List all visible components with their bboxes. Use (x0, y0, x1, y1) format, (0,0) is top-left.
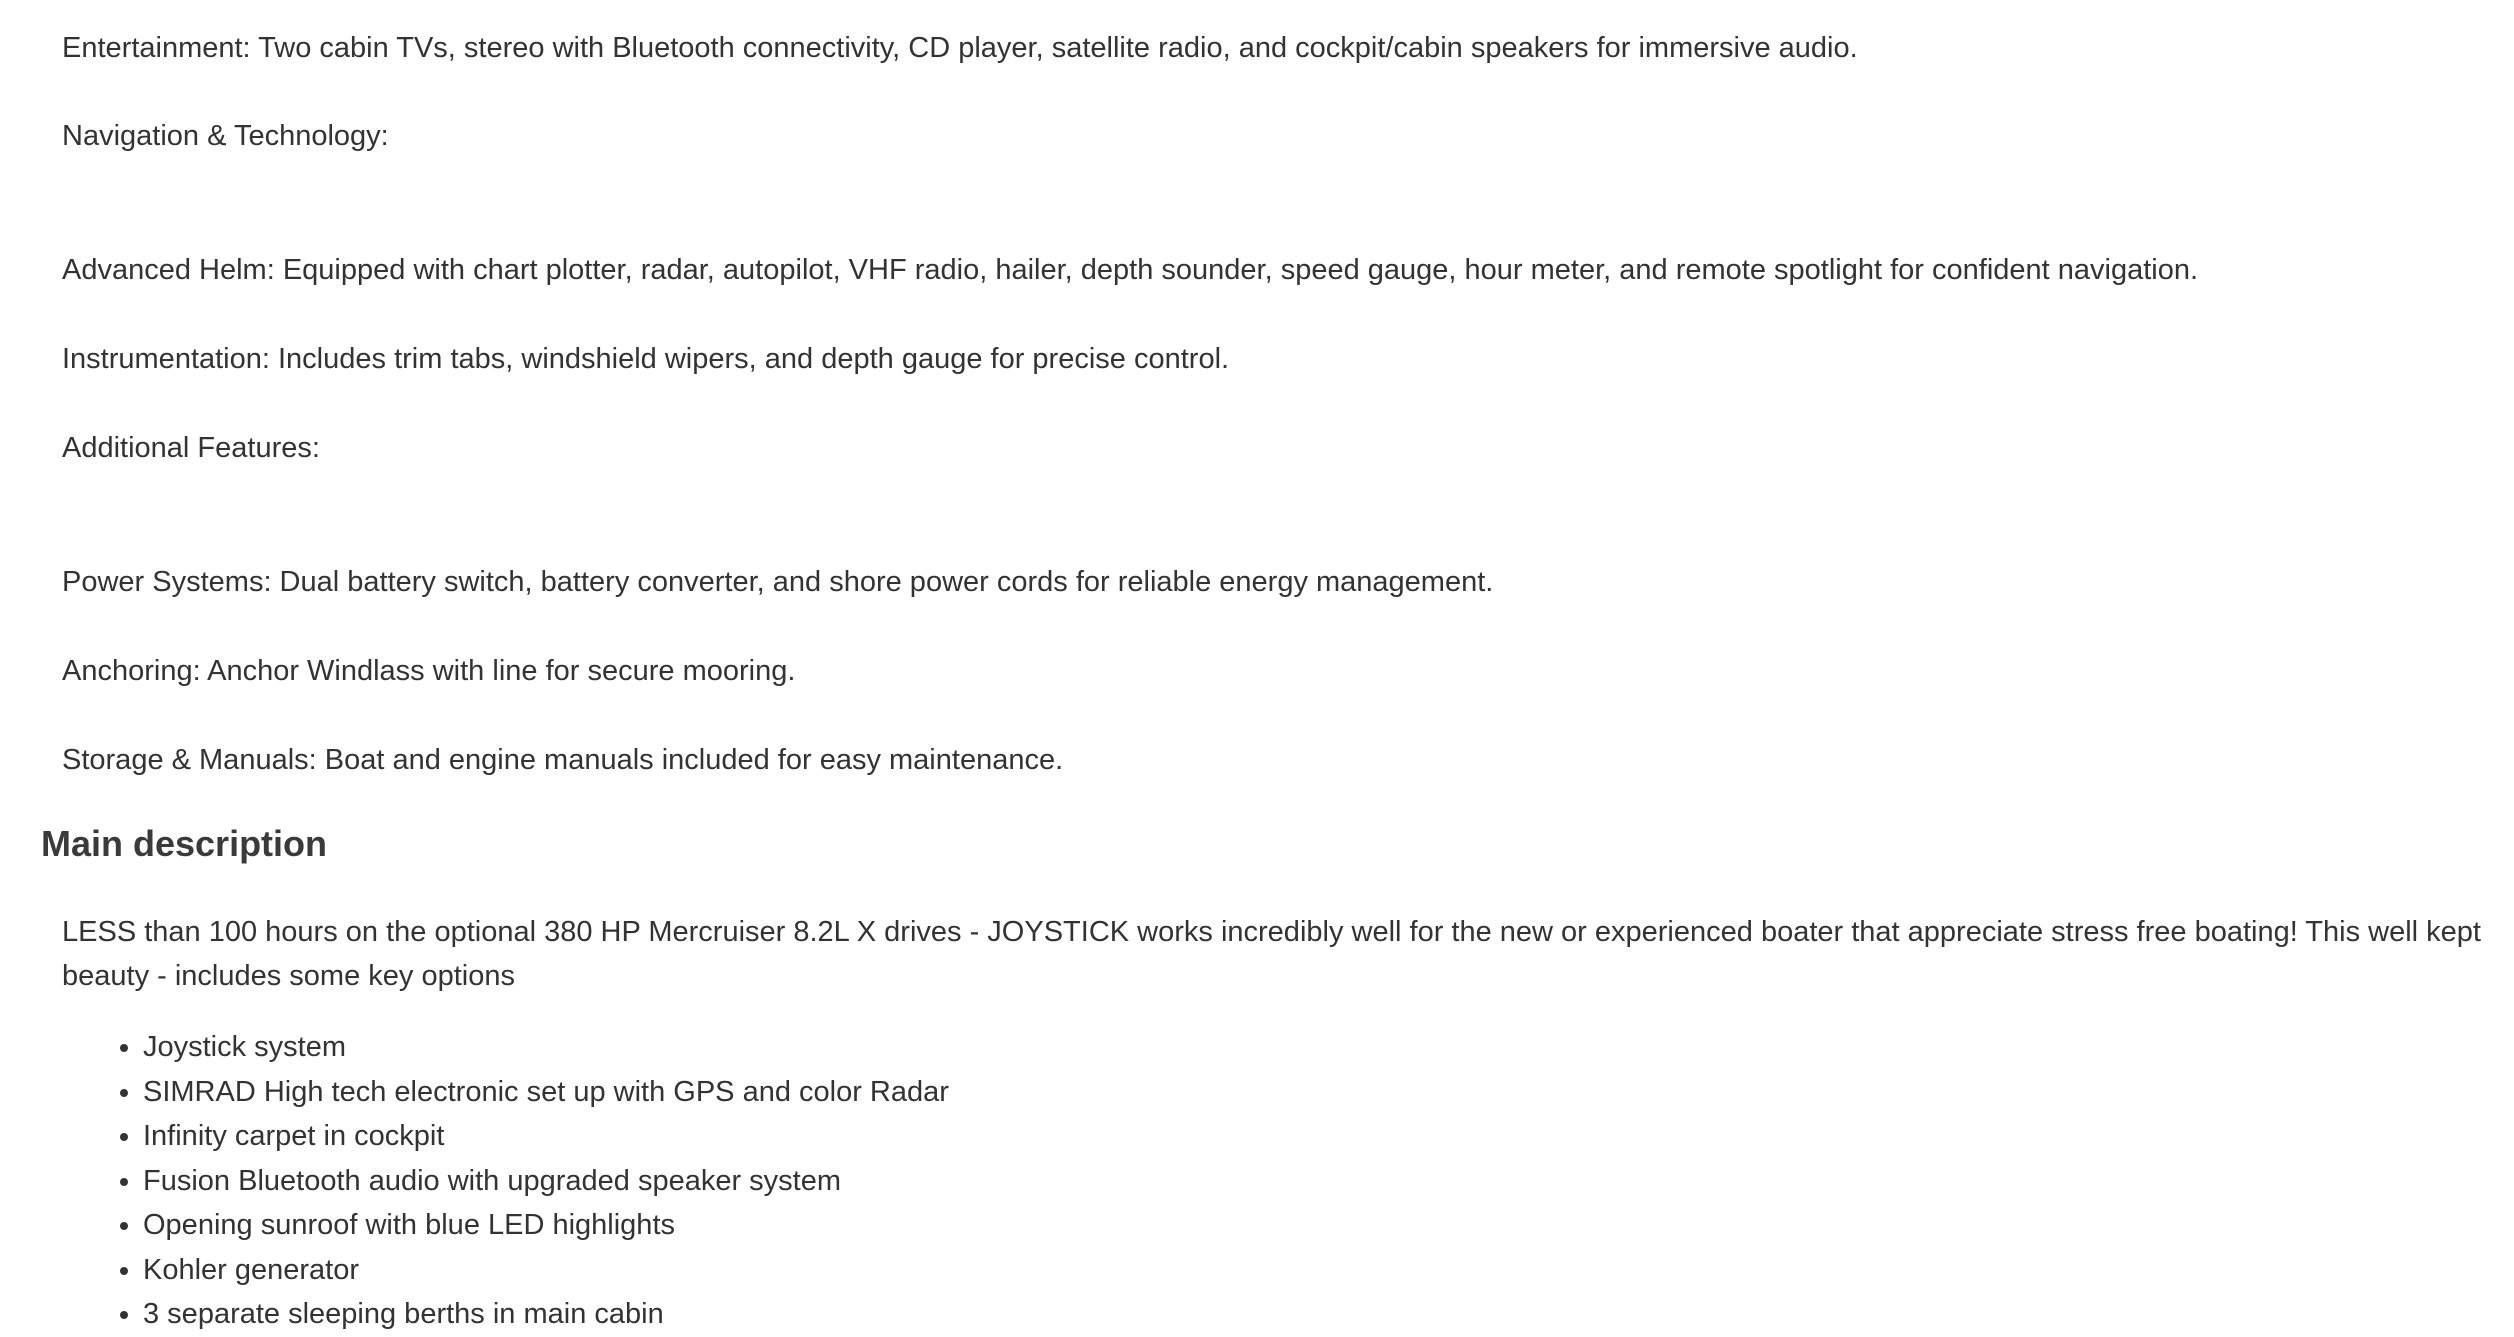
navigation-heading: Navigation & Technology: (62, 120, 389, 152)
power-systems-text: Power Systems: Dual battery switch, battery converter, and shore power cords for reliable energy management. (62, 566, 1494, 598)
storage-manuals-text: Storage & Manuals: Boat and engine manuals included for easy maintenance. (62, 744, 1064, 776)
list-item: • Joystick system (143, 1025, 949, 1070)
list-item: • Kohler generator (143, 1248, 949, 1293)
main-description-title: Main description (41, 823, 328, 864)
list-item: • Opening sunroof with blue LED highlights (143, 1203, 949, 1248)
entertainment-text: Entertainment: Two cabin TVs, stereo with Bluetooth connectivity, CD player, satellite radio, and cockpit/cabin speakers for immersive audio. (62, 32, 1858, 64)
list-item: • SIMRAD High tech electronic set up with GPS and color Radar (143, 1070, 949, 1115)
list-item: • Fusion Bluetooth audio with upgraded speaker system (143, 1159, 949, 1204)
additional-features-heading: Additional Features: (62, 432, 320, 464)
list-item: • 3 separate sleeping berths in main cabin (143, 1292, 949, 1337)
list-item: • Infinity carpet in cockpit (143, 1114, 949, 1159)
main-description-intro: LESS than 100 hours on the optional 380 HP Mercruiser 8.2L X drives - JOYSTICK works incredibly well for the new or experienced boater that appreciate stress free boating! This well kept beauty - includes some key options (62, 916, 2481, 992)
instrumentation-text: Instrumentation: Includes trim tabs, windshield wipers, and depth gauge for precise control. (62, 343, 1230, 375)
anchoring-text: Anchoring: Anchor Windlass with line for secure mooring. (62, 655, 796, 687)
advanced-helm-text: Advanced Helm: Equipped with chart plotter, radar, autopilot, VHF radio, hailer, depth sounder, speed gauge, hour meter, and remote spotlight for confident navigation. (62, 254, 2199, 286)
key-options-list (0, 1025, 949, 1337)
